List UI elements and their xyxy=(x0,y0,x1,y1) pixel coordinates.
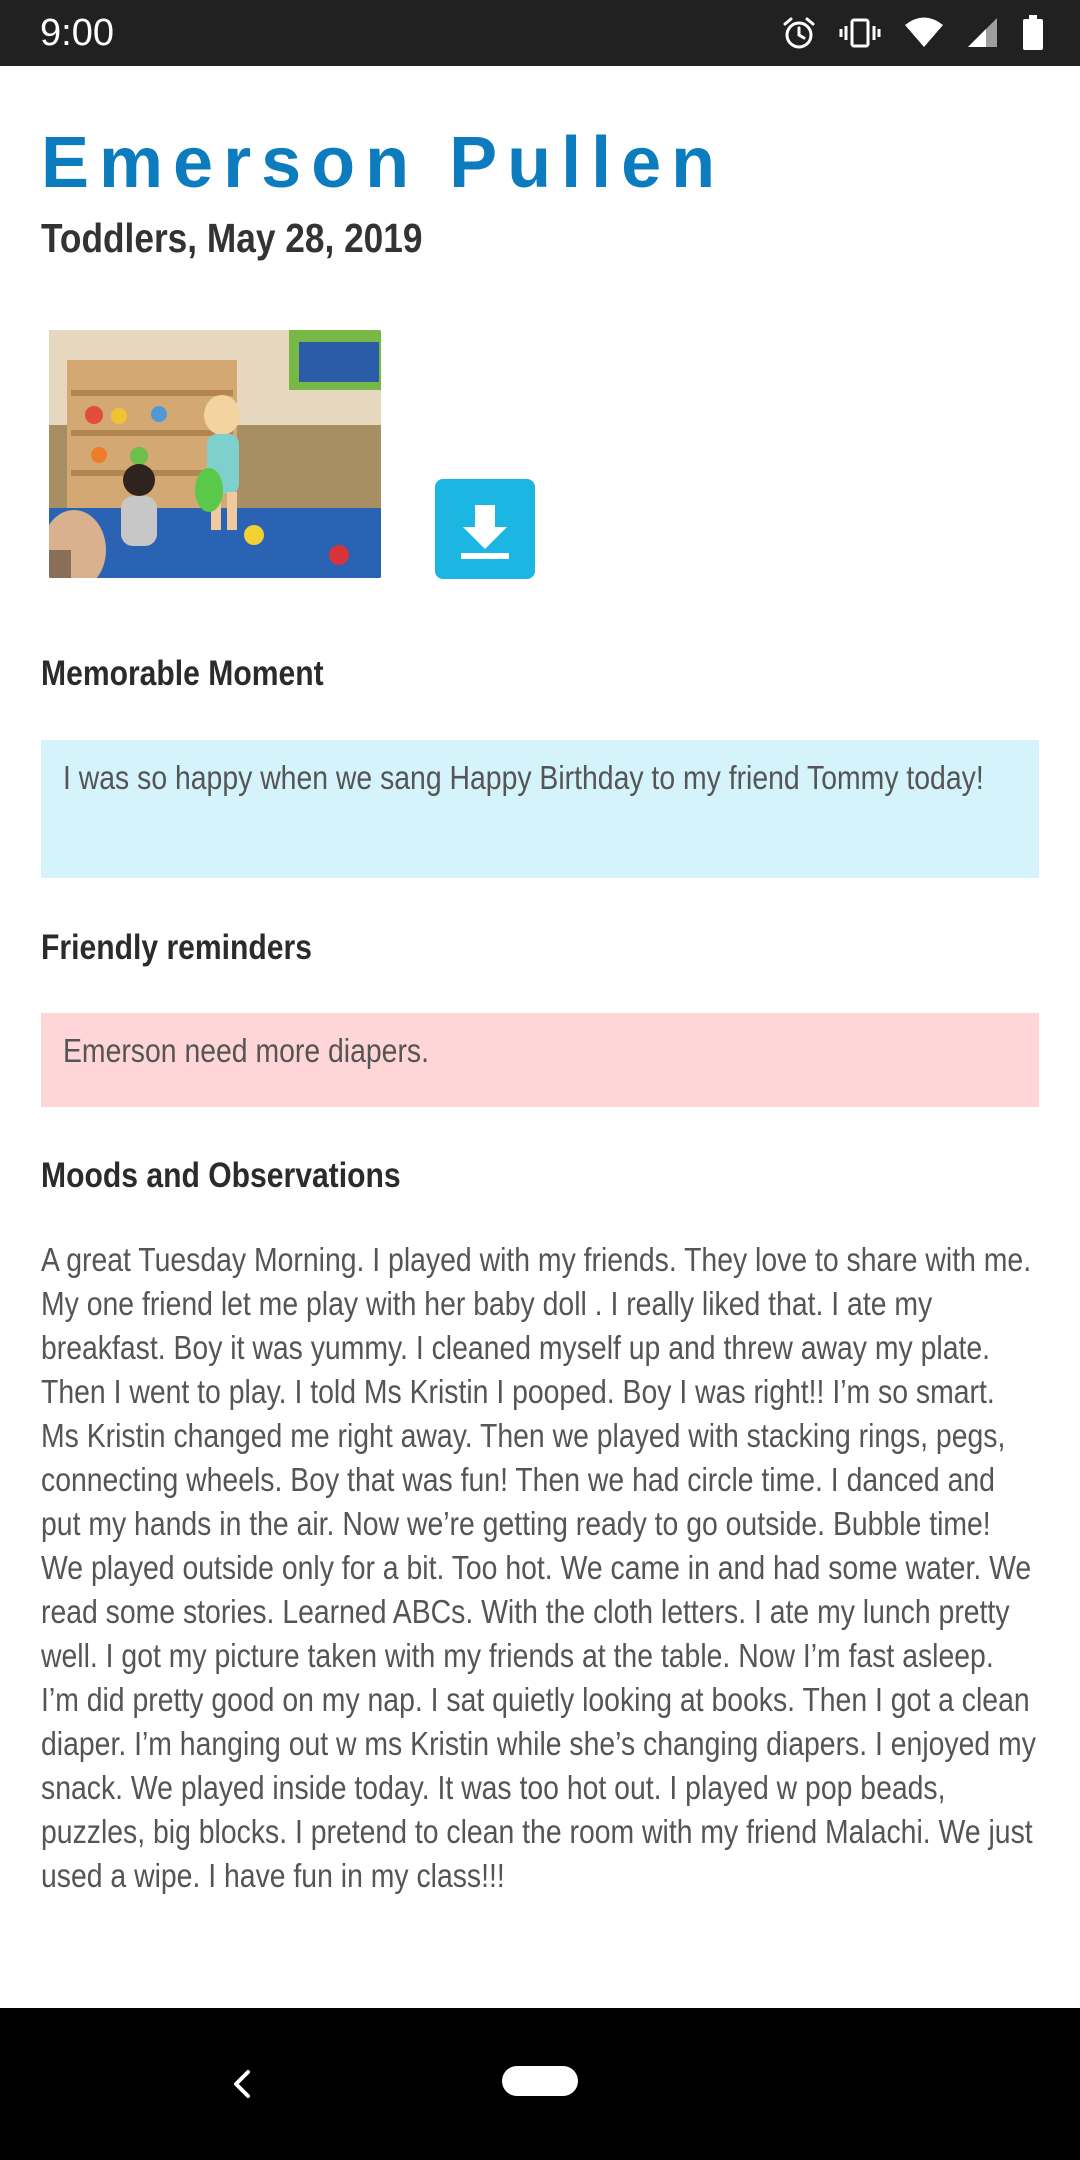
navigation-bar xyxy=(0,2008,1080,2160)
back-chevron-icon[interactable] xyxy=(212,2054,272,2114)
moods-observations-heading: Moods and Observations xyxy=(41,1156,401,1195)
alarm-icon xyxy=(782,16,816,50)
moods-observations-text: A great Tuesday Morning. I played with my friends. They love to share with me. My one friend let me play with her baby doll . I really liked that. I ate my breakfast. Boy it was yummy. I cleaned myself up and threw away my plate. Then I went to play. I told Ms Kristin I pooped. Boy I was right!! I’m so smart. Ms Kristin changed me right away. Then we played with stacking rings, pegs, connecting wheels. Boy that was fun! Then we had circle time. I danced and put my hands in the air. Now we’re getting ready to go outside. Bubble time! We played outside only for a bit. Too hot. We came in and had some water. We read some stories. Learned ABCs. With the cloth letters. I ate my lunch pretty well. I got my picture taken with my friends at the table. Now I’m fast asleep. I’m did pretty good on my nap. I sat quietly looking at books. Then I got a clean diaper. I’m hanging out w ms Kristin while she’s changing diapers. I enjoyed my snack. We played inside today. It was too hot out. I played w pop beads, puzzles, big blocks. I pretend to clean the room with my friend Malachi. We just used a wipe. I have fun in my class!!! xyxy=(41,1241,1036,1894)
download-icon xyxy=(435,479,535,579)
memorable-moment-text: I was so happy when we sang Happy Birthday to my friend Tommy today! xyxy=(63,759,984,796)
home-pill-icon[interactable] xyxy=(502,2066,578,2096)
friendly-reminders-heading: Friendly reminders xyxy=(41,928,312,967)
class-date-subtitle: Toddlers, May 28, 2019 xyxy=(41,215,423,261)
moods-observations-text-block xyxy=(41,1238,1041,1898)
classroom-photo[interactable] xyxy=(49,330,381,578)
friendly-reminders-box xyxy=(41,1013,1039,1107)
friendly-reminders-text: Emerson need more diapers. xyxy=(63,1032,429,1069)
signal-icon xyxy=(966,16,1000,50)
vibrate-icon xyxy=(838,16,882,50)
memorable-moment-box xyxy=(41,740,1039,878)
child-name: Emerson Pullen xyxy=(41,123,726,203)
daily-report xyxy=(0,66,1080,2008)
memorable-moment-heading: Memorable Moment xyxy=(41,654,324,693)
status-bar xyxy=(0,0,1080,66)
status-time: 9:00 xyxy=(40,12,114,54)
battery-icon xyxy=(1022,15,1044,51)
download-button[interactable] xyxy=(435,479,535,579)
status-icons xyxy=(782,10,1044,56)
wifi-icon xyxy=(904,16,944,50)
